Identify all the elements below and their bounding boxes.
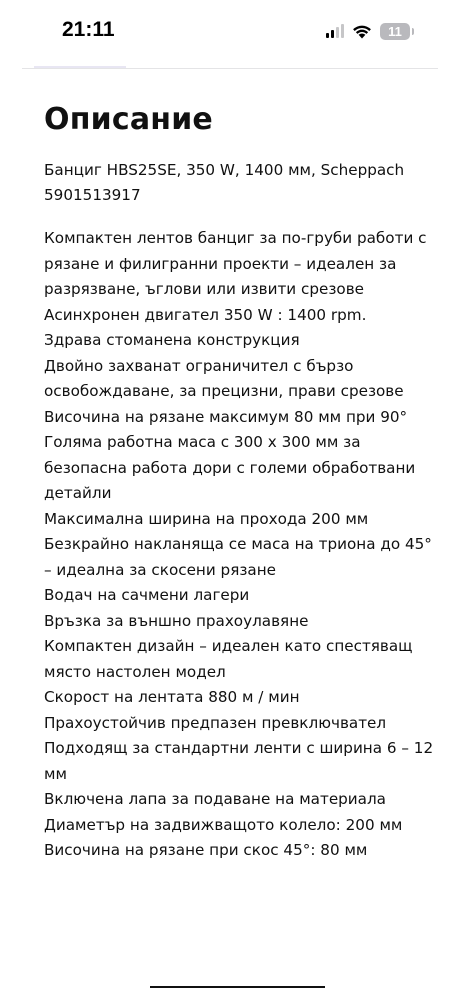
description-section [44, 100, 444, 864]
feature-item: Голяма работна маса с 300 x 300 мм за безопасна работа дори с големи обработвани детайли [44, 433, 416, 502]
feature-item: Височина на рязане при скос 45°: 80 мм [44, 841, 368, 859]
signal-icon [326, 24, 344, 38]
feature-item: Прахоустойчив предпазен превключвател [44, 713, 387, 732]
page-title: Описание [44, 102, 213, 137]
feature-item: Здрава стоманена конструкция [44, 331, 300, 349]
status-bar [0, 0, 461, 64]
battery-icon [380, 23, 410, 40]
strike-line [150, 986, 325, 988]
feature-item: Компактен дизайн – идеален като спестяващ място настолен модел [44, 637, 413, 681]
feature-item: Височина на рязане максимум 80 мм при 90° [44, 407, 408, 426]
feature-item: Скорост на лентата 880 м / мин [44, 688, 300, 706]
wifi-icon [352, 24, 372, 39]
status-icons [326, 22, 410, 40]
feature-item: Компактен лентов банциг за по-груби работи с рязане и филигранни проекти – идеален за разрязване, ъглови или извити срезове [44, 229, 427, 298]
top-divider [22, 68, 438, 69]
feature-item: Водач на сачмени лагери [44, 586, 250, 604]
bottom-edge [0, 990, 461, 999]
status-time: 21:11 [62, 18, 115, 41]
feature-item: Диаметър на задвижващото колело: 200 мм [44, 815, 403, 834]
feature-item: Двойно захванат ограничител с бързо освобождаване, за прецизни, прави срезове [44, 356, 404, 400]
feature-list [44, 226, 444, 864]
feature-item: Максимална ширина на прохода 200 мм [44, 509, 369, 528]
product-name: Банциг HBS25SE, 350 W, 1400 мм, Scheppach 5901513917 [44, 161, 405, 204]
battery-level: 11 [388, 23, 402, 39]
feature-item: Включена лапа за подаване на материала [44, 790, 386, 808]
feature-item: Асинхронен двигател 350 W : 1400 rpm. [44, 305, 367, 324]
feature-item: Връзка за външно прахоулавяне [44, 611, 309, 630]
feature-item: Подходящ за стандартни ленти с ширина 6 – 12 мм [44, 739, 434, 783]
feature-item: Безкрайно накланяща се маса на триона до 45° – идеална за скосени рязане [44, 535, 432, 579]
